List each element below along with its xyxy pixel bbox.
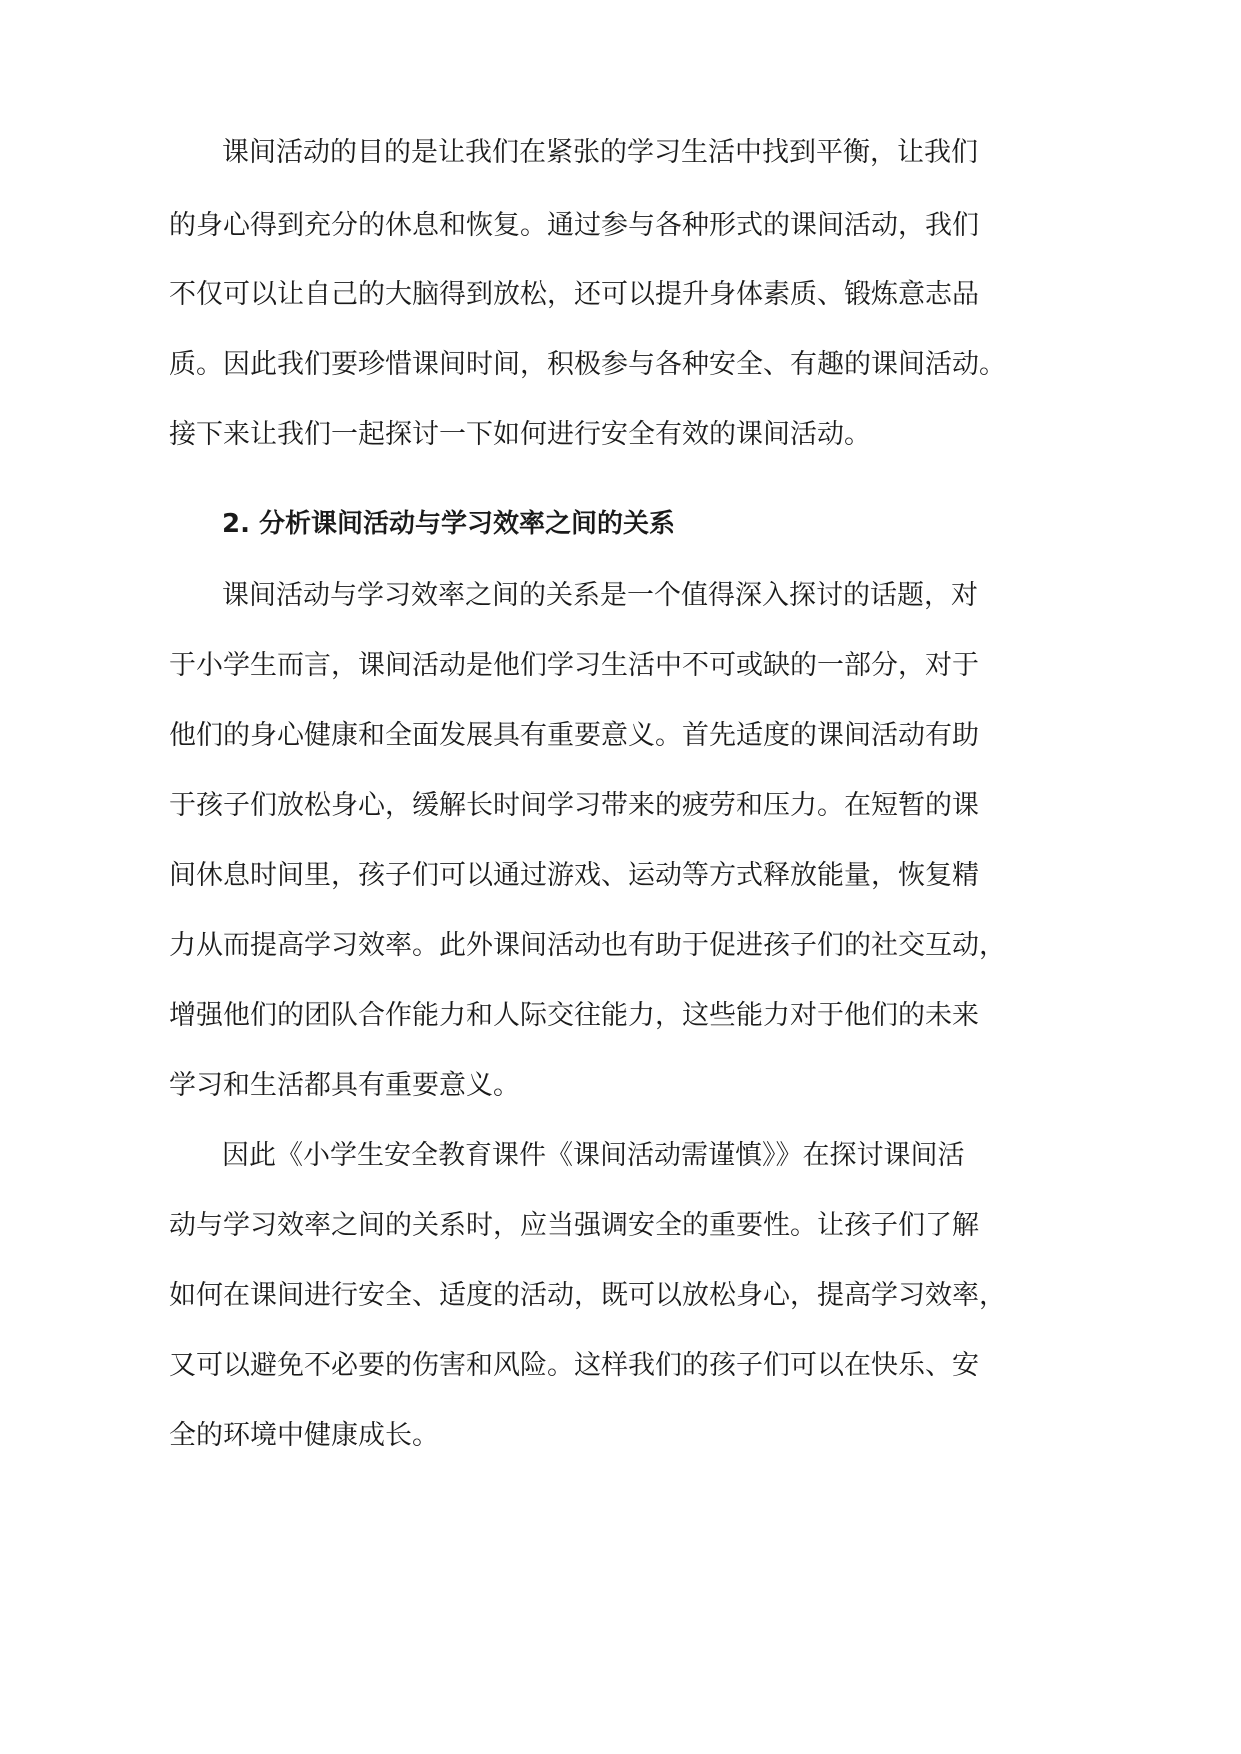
paragraph-3-line-5: 全的环境中健康成长。 [169,1420,439,1451]
paragraph-3-line-1: 因此《小学生安全教育课件《课间活动需谨慎》》在探讨课间活 [222,1140,965,1171]
paragraph-3-line-4: 又可以避免不必要的伤害和风险。这样我们的孩子们可以在快乐、安 [169,1350,979,1381]
paragraph-3-line-3: 如何在课间进行安全、适度的活动，既可以放松身心，提高学习效率， [169,1280,1006,1311]
paragraph-1-line-2: 的身心得到充分的休息和恢复。通过参与各种形式的课间活动，我们 [169,210,979,241]
paragraph-2-line-6: 力从而提高学习效率。此外课间活动也有助于促进孩子们的社交互动， [169,930,1006,961]
paragraph-2-line-5: 间休息时间里，孩子们可以通过游戏、运动等方式释放能量，恢复精 [169,860,979,891]
paragraph-2-line-3: 他们的身心健康和全面发展具有重要意义。首先适度的课间活动有助 [169,720,979,751]
paragraph-1-line-4: 质。因此我们要珍惜课间时间，积极参与各种安全、有趣的课间活动。 [169,349,1006,380]
paragraph-1-line-3: 不仅可以让自己的大脑得到放松，还可以提升身体素质、锻炼意志品 [169,279,979,310]
paragraph-2-line-8: 学习和生活都具有重要意义。 [169,1070,520,1101]
paragraph-1-line-5: 接下来让我们一起探讨一下如何进行安全有效的课间活动。 [169,419,871,450]
paragraph-2-line-7: 增强他们的团队合作能力和人际交往能力，这些能力对于他们的未来 [169,1000,979,1031]
paragraph-3-line-2: 动与学习效率之间的关系时，应当强调安全的重要性。让孩子们了解 [169,1210,979,1241]
paragraph-1-line-1: 课间活动的目的是让我们在紧张的学习生活中找到平衡，让我们 [222,137,978,168]
paragraph-2-line-2: 于小学生而言，课间活动是他们学习生活中不可或缺的一部分，对于 [169,650,979,681]
paragraph-2-line-1: 课间活动与学习效率之间的关系是一个值得深入探讨的话题，对 [222,580,978,611]
paragraph-2-line-4: 于孩子们放松身心，缓解长时间学习带来的疲劳和压力。在短暂的课 [169,790,979,821]
section-heading: 2. 分析课间活动与学习效率之间的关系 [222,509,676,539]
